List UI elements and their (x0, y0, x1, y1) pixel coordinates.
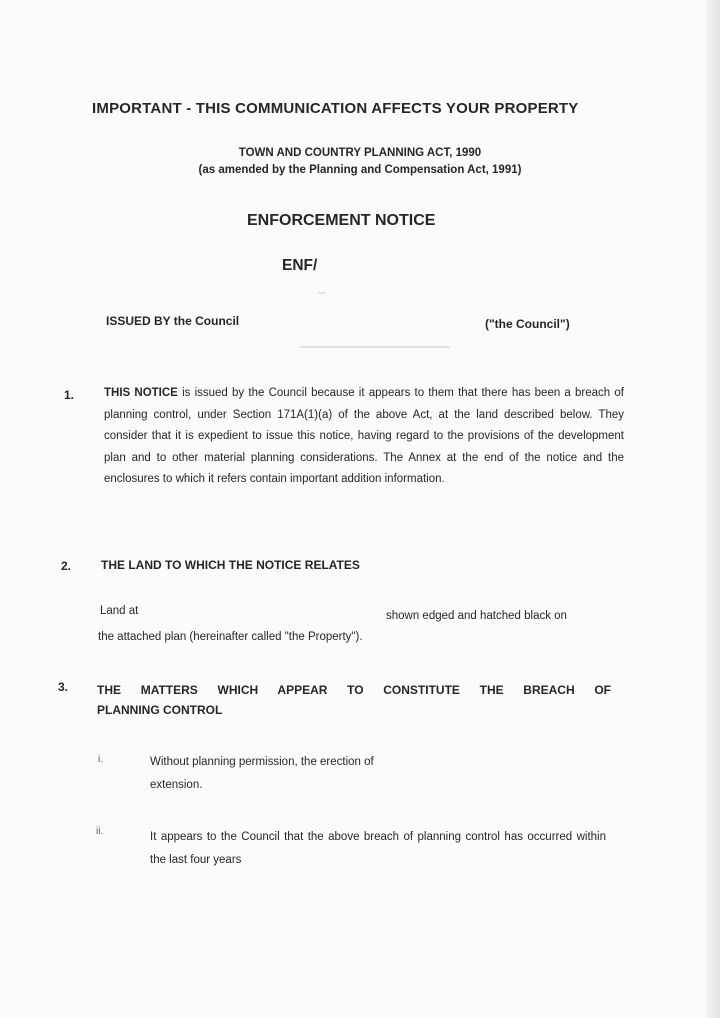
section-1-paragraph (104, 383, 624, 491)
scan-smudge (318, 292, 326, 294)
section-3-title: THE MATTERS WHICH APPEAR TO CONSTITUTE THE BREACH OF (97, 683, 611, 697)
notice-reference: ENF/ (282, 257, 318, 274)
item-ii-text: It appears to the Council that the above breach of planning control has occurred within the last four years (150, 831, 606, 866)
section-1-text: is issued by the Council because it appears to them that there has been a breach of planning control, under Section 171A(1)(a) of the above Act, at the land described below. They consider that it is expedient to issue this notice, having regard to the provisions of the development plan and to other material planning considerations. The Annex at the end of the notice and the enclosures to which it refers contain important addition information. (104, 387, 624, 485)
issued-by-label: ISSUED BY the Council (106, 314, 240, 328)
shown-edged-text: shown edged and hatched black on (386, 610, 567, 622)
attached-plan-text: the attached plan (hereinafter called "the Property"). (98, 631, 363, 643)
important-heading: IMPORTANT - THIS COMMUNICATION AFFECTS YOUR PROPERTY (92, 100, 579, 117)
item-i-text: Without planning permission, the erection of (150, 756, 374, 768)
scan-smudge (300, 346, 450, 348)
item-i-text-continued: extension. (150, 779, 203, 791)
section-1-number: 1. (64, 388, 75, 402)
item-ii-numeral: ii. (96, 826, 104, 837)
act-heading: TOWN AND COUNTRY PLANNING ACT, 1990 (238, 147, 482, 159)
section-1-lead: THIS NOTICE (104, 387, 178, 399)
council-quote: ("the Council") (485, 317, 570, 331)
notice-title: ENFORCEMENT NOTICE (247, 212, 436, 229)
section-3-number: 3. (58, 680, 69, 694)
section-2-number: 2. (61, 559, 72, 573)
section-2-title: THE LAND TO WHICH THE NOTICE RELATES (101, 558, 360, 572)
amendment-heading: (as amended by the Planning and Compensation Act, 1991) (198, 164, 522, 176)
item-i-numeral: i. (98, 754, 103, 765)
land-at-text: Land at (100, 605, 139, 617)
section-3-title-continued: PLANNING CONTROL (97, 703, 223, 717)
